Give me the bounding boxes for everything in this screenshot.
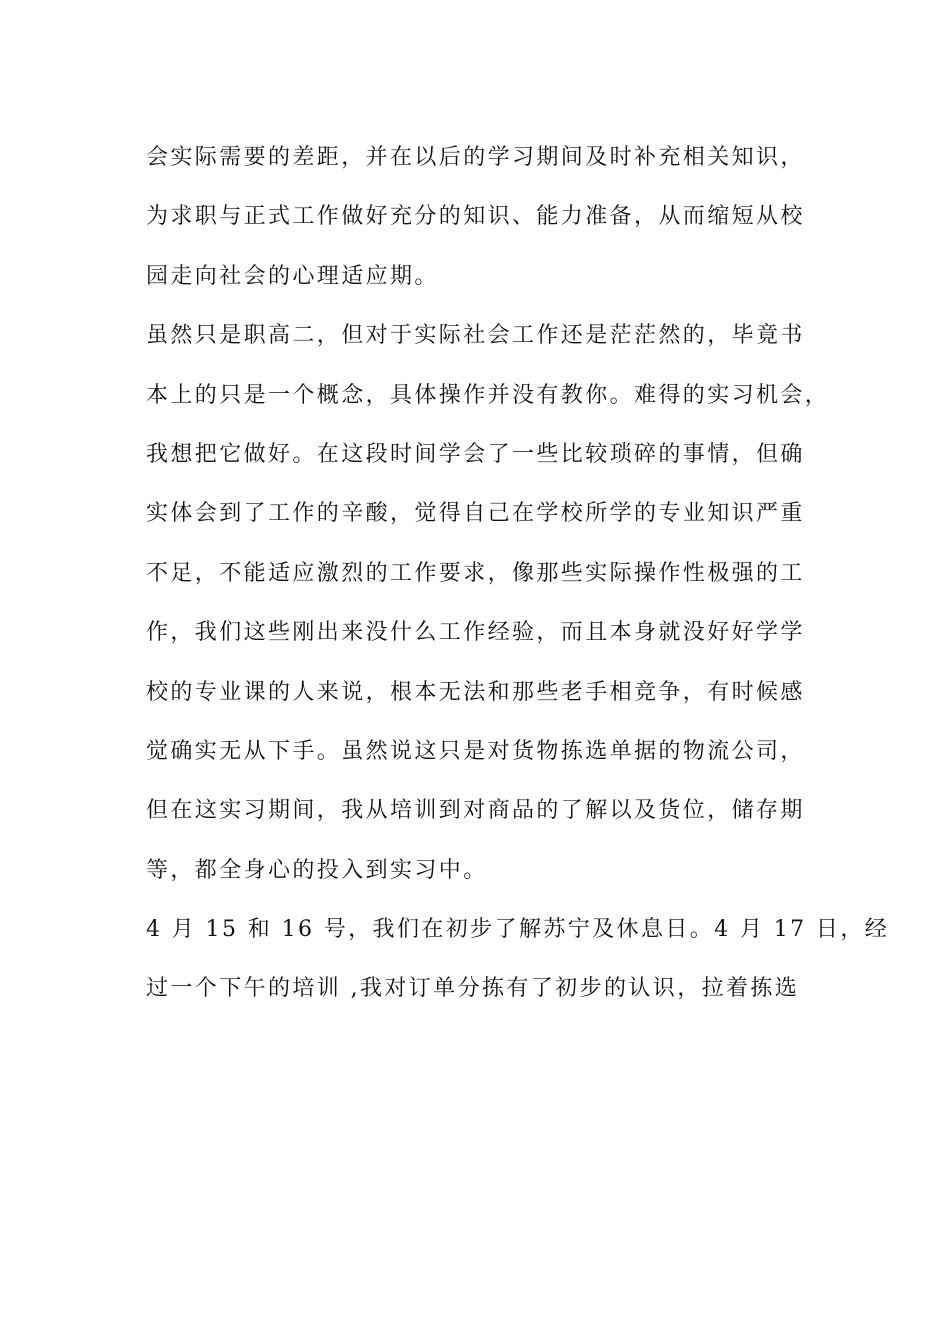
text-line: 校的专业课的人来说，根本无法和那些老手相竞争，有时候感 xyxy=(146,679,805,705)
text-line: 本上的只是一个概念，具体操作并没有教你。难得的实习机会， xyxy=(146,382,830,408)
text-line: 虽然只是职高二，但对于实际社会工作还是茫茫然的，毕竟书 xyxy=(146,323,805,349)
text-line: 会实际需要的差距，并在以后的学习期间及时补充相关知识， xyxy=(146,145,805,170)
text-line: 作，我们这些刚出来没什么工作经验，而且本身就没好好学学 xyxy=(146,620,805,646)
text-line: 园走向社会的心理适应期。 xyxy=(146,263,439,289)
text-line: 过一个下午的培训 ,我对订单分拣有了初步的认识，拉着拣选 xyxy=(146,976,800,1002)
text-line: 但在这实习期间，我从培训到对商品的了解以及货位，储存期 xyxy=(146,798,805,824)
text-line: 我想把它做好。在这段时间学会了一些比较琐碎的事情，但确 xyxy=(146,441,805,467)
body-text xyxy=(146,128,890,1019)
text-line: 为求职与正式工作做好充分的知识、能力准备，从而缩短从校 xyxy=(146,204,805,230)
text-line: 实体会到了工作的辛酸，觉得自己在学校所学的专业知识严重 xyxy=(146,501,805,527)
text-line: 等，都全身心的投入到实习中。 xyxy=(146,857,488,883)
text-line: 觉确实无从下手。虽然说这只是对货物拣选单据的物流公司， xyxy=(146,738,805,764)
text-line: 4 月 15 和 16 号，我们在初步了解苏宁及休息日。4 月 17 日，经 xyxy=(146,917,890,943)
text-line: 不足，不能适应激烈的工作要求，像那些实际操作性极强的工 xyxy=(146,560,805,586)
